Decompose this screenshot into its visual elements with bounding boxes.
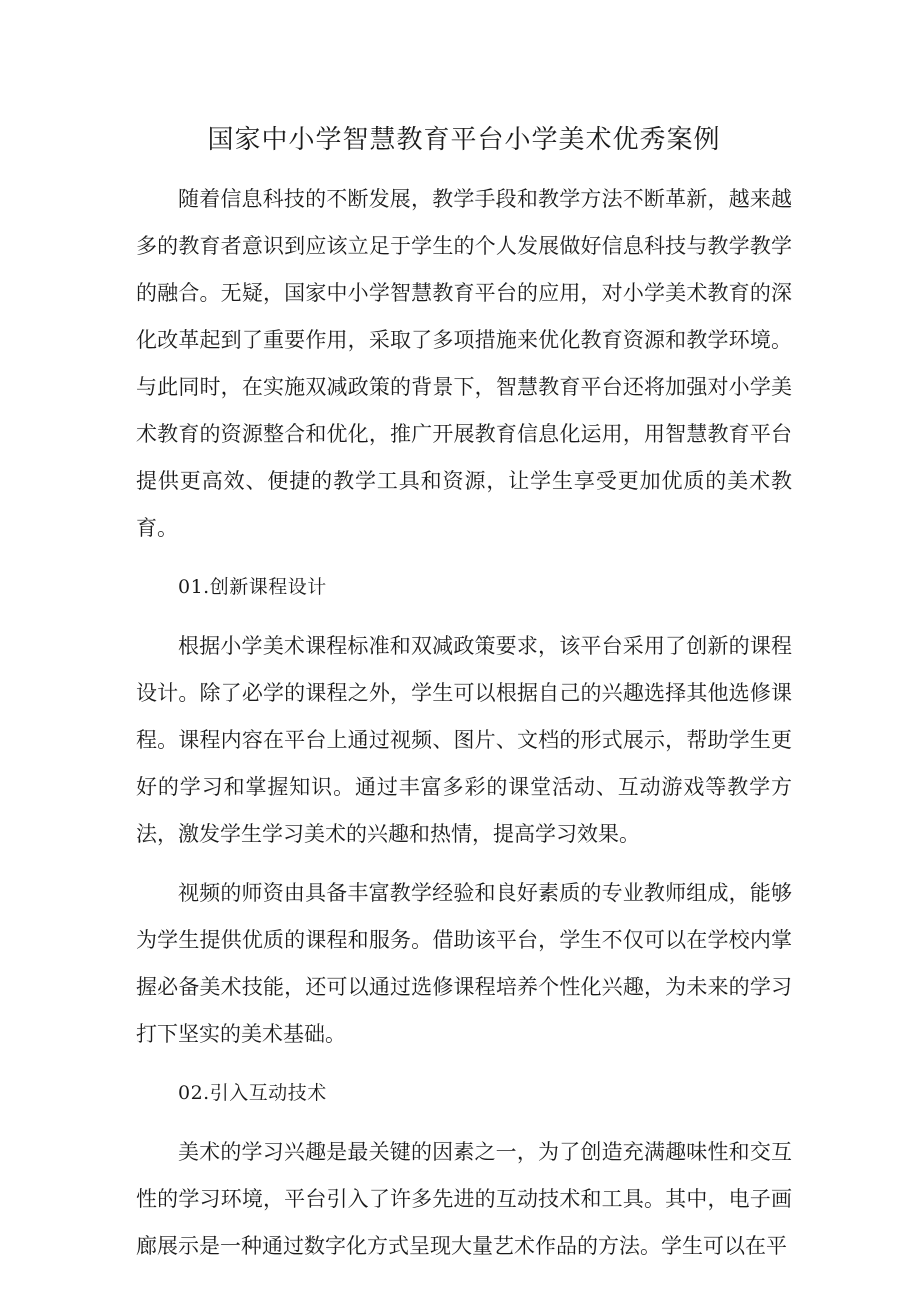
section-paragraph: 美术的学习兴趣是最关键的因素之一，为了创造充满趣味性和交互性的学习环境，平台引入了许多先进的互动技术和工具。其中，电子画廊展示是一种通过数字化方式呈现大量艺术作品的方法。学生可以在平 <box>136 1140 792 1258</box>
intro-paragraph: 随着信息科技的不断发展，教学手段和教学方法不断革新，越来越多的教育者意识到应该立足于学生的个人发展做好信息科技与教学教学的融合。无疑，国家中小学智慧教育平台的应用，对小学美术教育的深化改革起到了重要作用，采取了多项措施来优化教育资源和教学环境。与此同时，在实施双减政策的背景下，智慧教育平台还将加强对小学美术教育的资源整合和优化，推广开展教育信息化运用，用智慧教育平台提供更高效、便捷的教学工具和资源，让学生享受更加优质的美术教育。 <box>136 187 792 540</box>
section-paragraph: 视频的师资由具备丰富教学经验和良好素质的专业教师组成，能够为学生提供优质的课程和服务。借助该平台，学生不仅可以在学校内掌握必备美术技能，还可以通过选修课程培养个性化兴趣，为未来的学习打下坚实的美术基础。 <box>136 881 792 1046</box>
section-heading-interactive-tech: 02.引入互动技术 <box>178 1082 327 1104</box>
document-title: 国家中小学智慧教育平台小学美术优秀案例 <box>207 125 721 155</box>
section-heading-course-design: 01.创新课程设计 <box>178 576 327 598</box>
document-body <box>136 118 792 1270</box>
section-paragraph: 根据小学美术课程标准和双减政策要求，该平台采用了创新的课程设计。除了必学的课程之外，学生可以根据自己的兴趣选择其他选修课程。课程内容在平台上通过视频、图片、文档的形式展示，帮助学生更好的学习和掌握知识。通过丰富多彩的课堂活动、互动游戏等教学方法，激发学生学习美术的兴趣和热情，提高学习效果。 <box>136 634 792 846</box>
